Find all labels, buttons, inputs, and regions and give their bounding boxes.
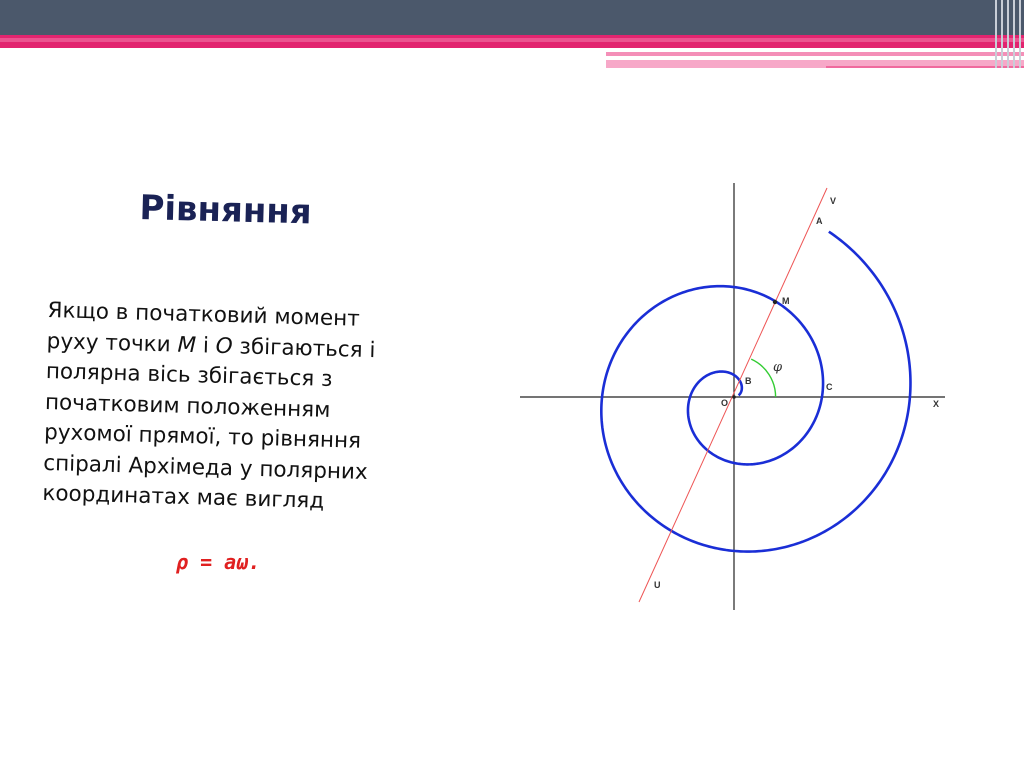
spiral-curve xyxy=(601,232,910,552)
origin-dot xyxy=(732,395,736,399)
label-x: X xyxy=(933,399,940,409)
paragraph-part-3: збігаються і полярна вісь збігається з початковим положенням рухомої прямої, то рівняння спіралі Архімеда у полярних координатах має вигляд xyxy=(42,333,376,514)
label-b: B xyxy=(745,376,752,386)
label-v: V xyxy=(830,196,837,206)
label-a: A xyxy=(816,216,823,226)
angle-arc xyxy=(751,359,775,397)
corner-stripe-1 xyxy=(995,0,997,68)
paragraph-part-2: і xyxy=(195,332,217,359)
corner-stripe-3 xyxy=(1007,0,1009,68)
top-bar xyxy=(0,0,1024,35)
accent-strip-1 xyxy=(606,52,1024,56)
slide-title: Рівняння xyxy=(138,188,313,233)
slide-paragraph xyxy=(42,296,408,519)
accent-bar-highlight xyxy=(0,38,1024,42)
archimedes-spiral-diagram xyxy=(515,178,955,618)
label-m: M xyxy=(782,296,790,306)
point-m-dot xyxy=(773,300,777,304)
point-m-label: M xyxy=(177,332,197,358)
label-o: O xyxy=(721,398,729,408)
moving-line xyxy=(639,188,827,602)
label-phi: φ xyxy=(773,360,783,375)
paragraph-part-1: Якщо в початковий момент руху точки xyxy=(46,297,361,358)
corner-stripe-2 xyxy=(1001,0,1003,68)
spiral-formula: ρ = aω. xyxy=(176,550,261,574)
point-o-label: O xyxy=(215,333,234,359)
label-c: C xyxy=(826,382,833,392)
label-u: U xyxy=(654,580,661,590)
corner-stripe-4 xyxy=(1013,0,1015,68)
corner-stripe-5 xyxy=(1019,0,1021,68)
